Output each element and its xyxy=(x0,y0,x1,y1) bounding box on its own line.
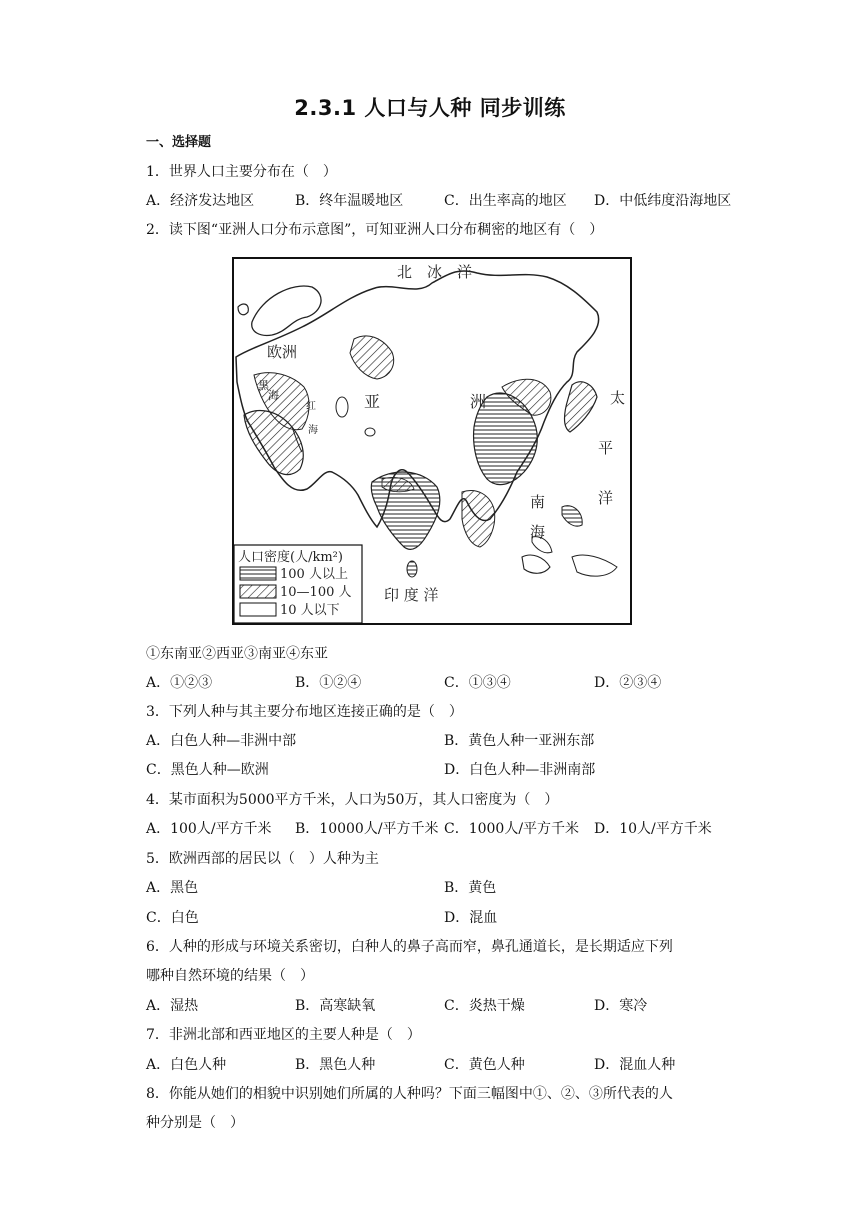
q7-option-b: B．黑色人种 xyxy=(295,1057,376,1073)
q1-option-d: D．中低纬度沿海地区 xyxy=(594,193,732,209)
map-label-pacific-1: 太 xyxy=(610,389,626,407)
q3-option-c: C．黑色人种—欧洲 xyxy=(146,762,269,778)
map-label-red-sea-2: 海 xyxy=(308,425,318,436)
q1-option-c: C．出生率高的地区 xyxy=(444,193,567,209)
asia-population-map xyxy=(232,257,632,625)
q4-option-a: A．100人/平方千米 xyxy=(146,821,272,837)
question-4-stem: 4．某市面积为5000平方千米，人口为50万，其人口密度为（ ） xyxy=(146,792,559,808)
q7-option-a: A．白色人种 xyxy=(146,1057,227,1073)
q3-option-b: B．黄色人种一亚洲东部 xyxy=(444,733,595,749)
q1-option-a: A．经济发达地区 xyxy=(146,193,255,209)
map-label-asia-2: 洲 xyxy=(470,392,487,411)
q6-option-b: B．高寒缺氧 xyxy=(295,998,376,1014)
q5-option-c: C．白色 xyxy=(146,910,199,926)
map-label-arctic-ocean: 北 冰 洋 xyxy=(397,263,473,281)
legend-item-mid: 10—100 人 xyxy=(280,585,352,600)
map-legend xyxy=(234,545,362,623)
q3-option-a: A．白色人种—非洲中部 xyxy=(146,733,297,749)
q5-option-d: D．混血 xyxy=(444,910,498,926)
map-label-black-sea-2: 海 xyxy=(268,389,279,402)
q6-option-c: C．炎热干燥 xyxy=(444,998,525,1014)
question-8-stem: 8．你能从她们的相貌中识别她们所属的人种吗？下面三幅图中①、②、③所代表的人 xyxy=(146,1086,673,1102)
q2-option-b: B．①②④ xyxy=(295,675,362,691)
q5-option-a: A．黑色 xyxy=(146,880,199,896)
question-3-stem: 3．下列人种与其主要分布地区连接正确的是（ ） xyxy=(146,704,463,720)
question-6-stem: 6．人种的形成与环境关系密切，白种人的鼻子高而窄，鼻孔通道长，是长期适应下列 xyxy=(146,939,673,955)
q4-option-c: C．1000人/平方千米 xyxy=(444,821,580,837)
map-label-south-sea-2: 海 xyxy=(530,523,546,541)
legend-swatch-high xyxy=(240,567,276,580)
q5-option-b: B．黄色 xyxy=(444,880,497,896)
legend-title: 人口密度(人/km²) xyxy=(238,550,343,565)
map-label-europe: 欧洲 xyxy=(267,343,298,361)
map-label-south-sea-1: 南 xyxy=(530,493,546,511)
q6-option-a: A．湿热 xyxy=(146,998,199,1014)
question-6-stem-cont: 哪种自然环境的结果（ ） xyxy=(146,968,314,984)
q2-option-d: D．②③④ xyxy=(594,675,662,691)
map-label-pacific-3: 洋 xyxy=(598,489,614,507)
q7-option-c: C．黄色人种 xyxy=(444,1057,525,1073)
q2-substem: ①东南亚②西亚③南亚④东亚 xyxy=(146,646,328,662)
q2-option-c: C．①③④ xyxy=(444,675,511,691)
legend-item-high: 100 人以上 xyxy=(280,567,348,582)
map-label-indian-ocean: 印 度 洋 xyxy=(384,586,439,604)
map-label-black-sea-1: 黑 xyxy=(258,379,269,392)
q7-option-d: D．混血人种 xyxy=(594,1057,676,1073)
map-label-asia-1: 亚 xyxy=(364,392,381,411)
q4-option-d: D．10人/平方千米 xyxy=(594,821,712,837)
section-heading: 一、选择题 xyxy=(146,135,212,150)
legend-swatch-low xyxy=(240,603,276,616)
q2-option-a: A．①②③ xyxy=(146,675,213,691)
question-5-stem: 5．欧洲西部的居民以（ ）人种为主 xyxy=(146,851,379,867)
page-title: 2.3.1 人口与人种 同步训练 xyxy=(294,96,566,120)
q3-option-d: D．白色人种—非洲南部 xyxy=(444,762,596,778)
question-1-stem: 1．世界人口主要分布在（ ） xyxy=(146,164,337,180)
map-label-red-sea-1: 红 xyxy=(306,401,316,412)
question-8-stem-cont: 种分别是（ ） xyxy=(146,1115,244,1131)
legend-swatch-mid xyxy=(240,585,276,598)
legend-item-low: 10 人以下 xyxy=(280,603,340,618)
question-2-stem: 2．读下图“亚洲人口分布示意图”，可知亚洲人口分布稠密的地区有（ ） xyxy=(146,222,604,238)
question-7-stem: 7．非洲北部和西亚地区的主要人种是（ ） xyxy=(146,1027,421,1043)
map-label-pacific-2: 平 xyxy=(598,439,614,457)
q4-option-b: B．10000人/平方千米 xyxy=(295,821,439,837)
q6-option-d: D．寒冷 xyxy=(594,998,648,1014)
q1-option-b: B．终年温暖地区 xyxy=(295,193,404,209)
